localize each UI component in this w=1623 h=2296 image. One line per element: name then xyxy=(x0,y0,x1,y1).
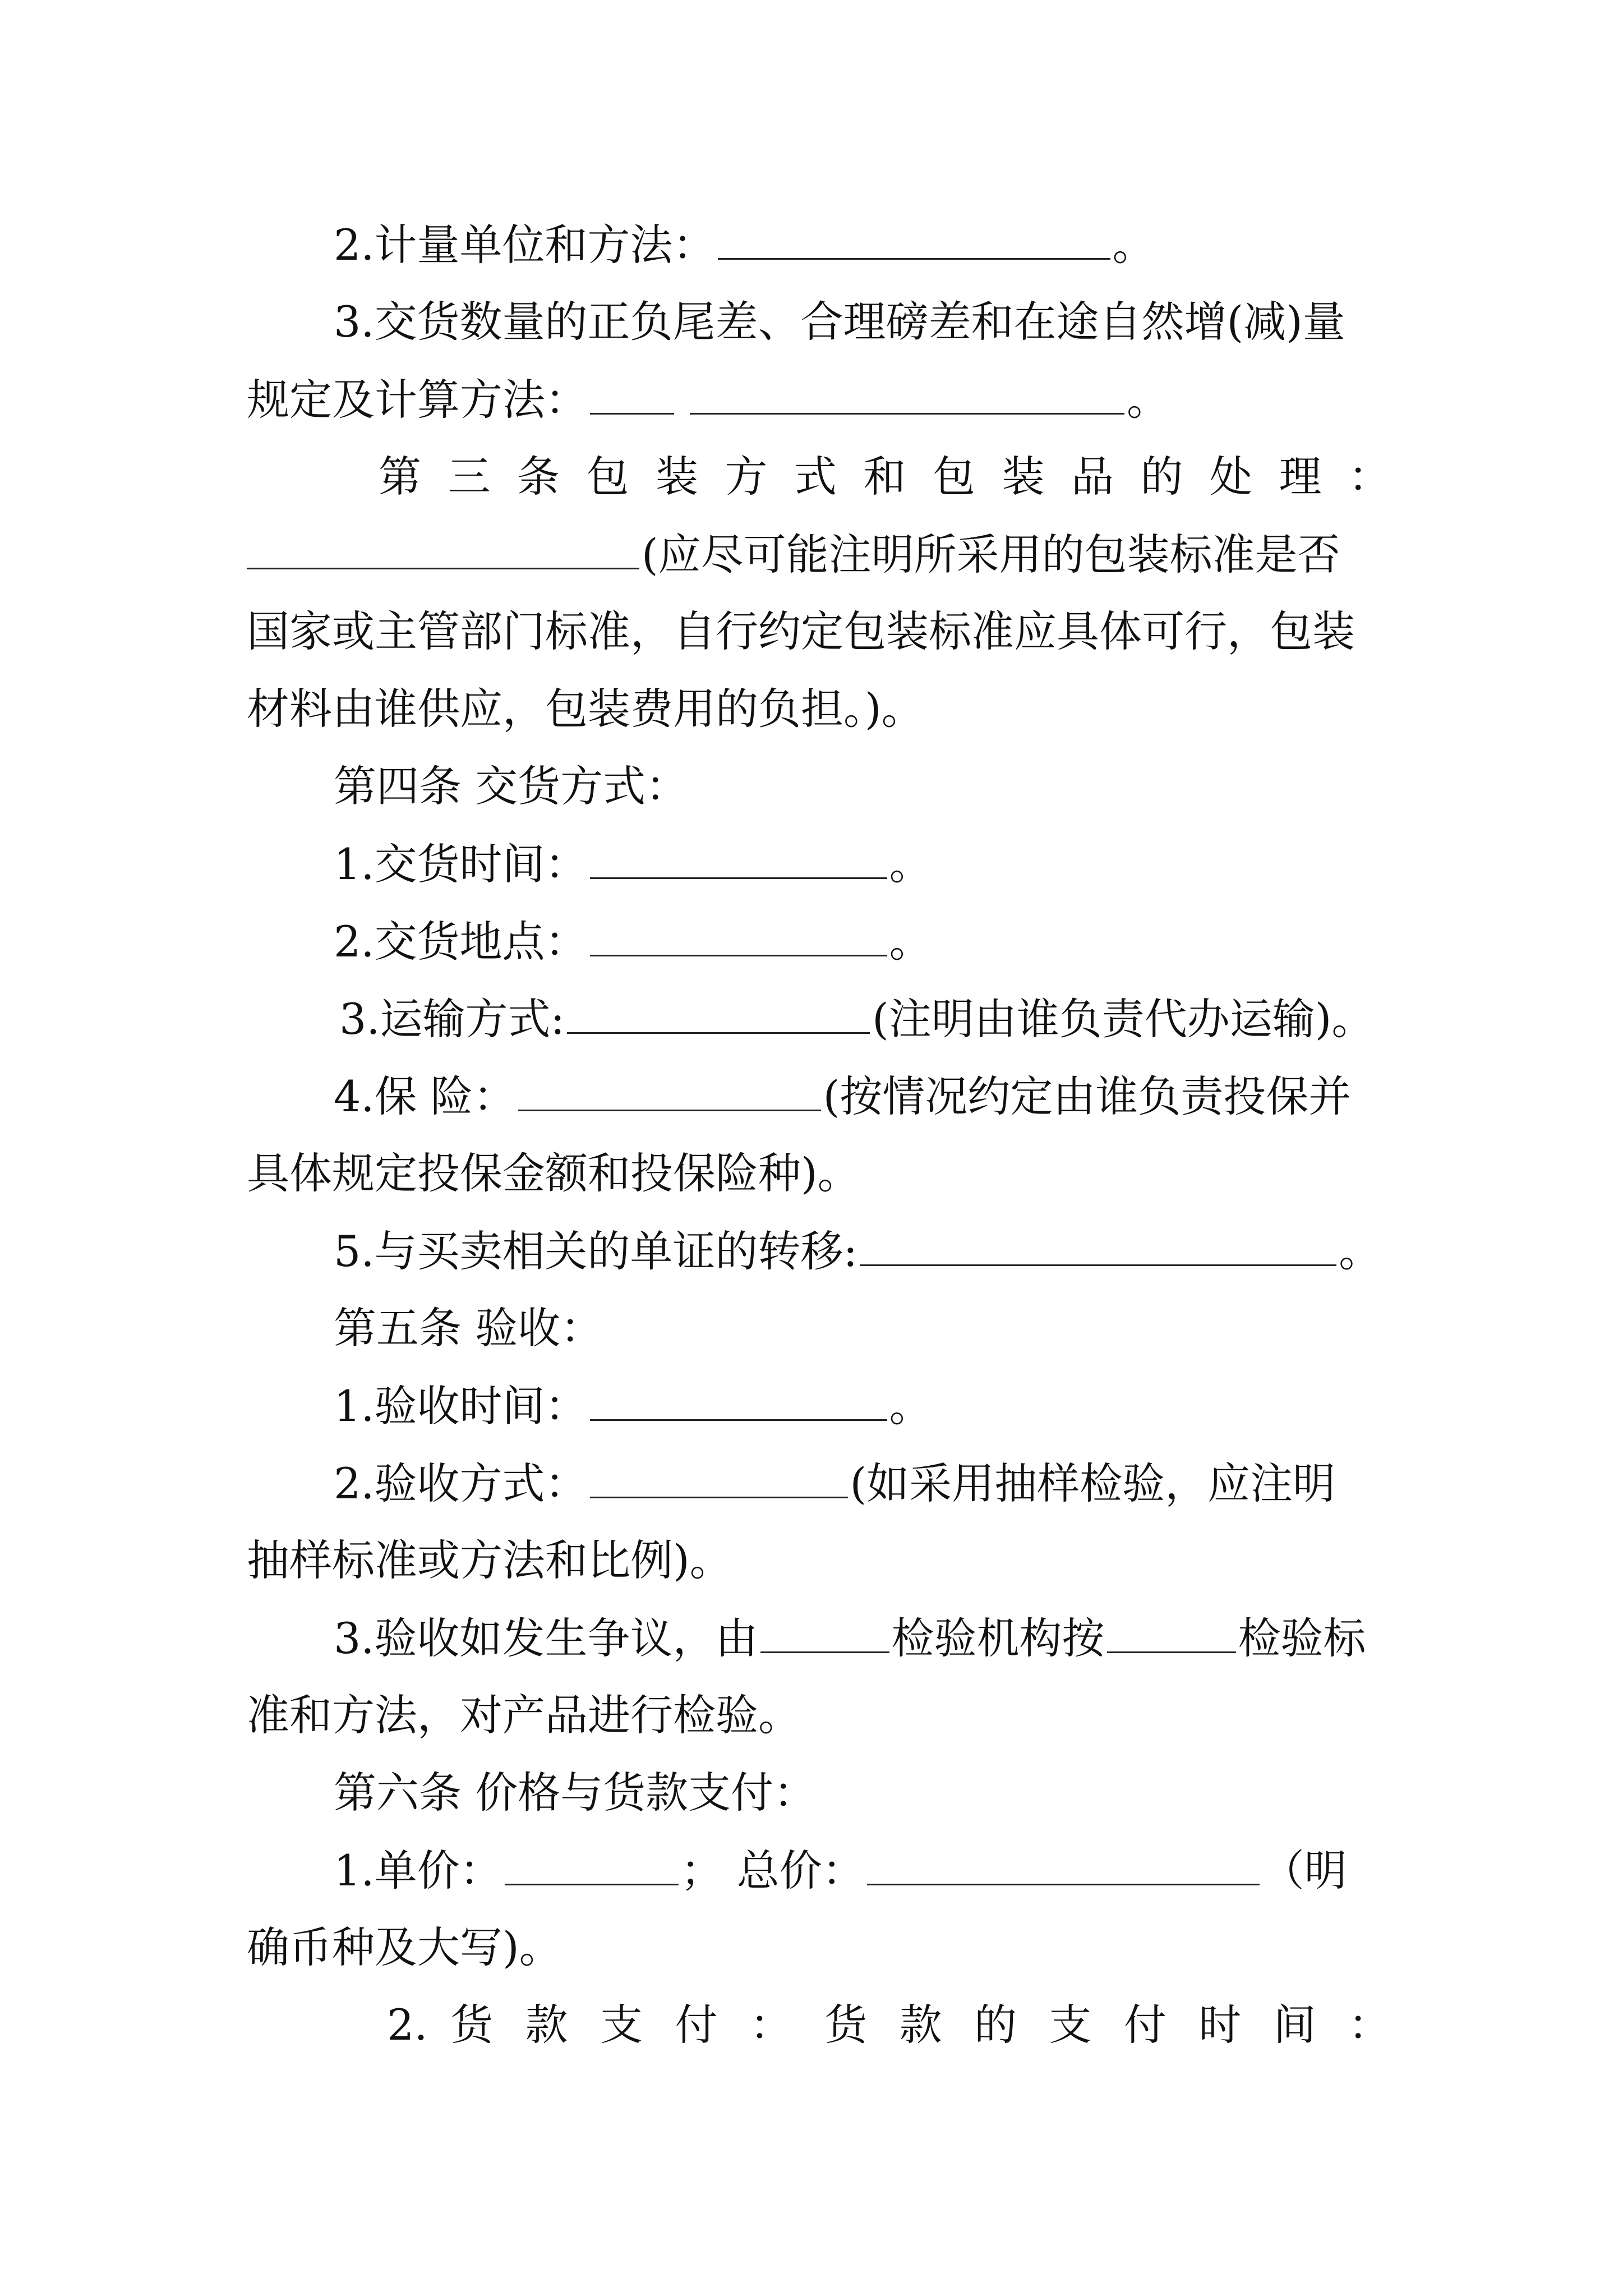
clause-4-5: 5.与买卖相关的单证的转移: 。 xyxy=(334,1217,1478,1285)
clause-6-1-cont: 确币种及大写)。 xyxy=(247,1922,562,1972)
clause-2-3: 3.交货数量的正负尾差、合理磅差和在途自然增(减)量 xyxy=(334,297,1345,347)
blank-field[interactable] xyxy=(760,1604,889,1653)
blank-field[interactable] xyxy=(860,1217,1336,1266)
article-3-body: (应尽可能注明所采用的包装标准是否 xyxy=(247,521,1391,588)
clause-2-2: 2.计量单位和方法： 。 xyxy=(334,211,1478,278)
clause-4-1: 1.交货时间： 。 xyxy=(334,830,1478,898)
article-3-heading: 第 三 条 包 装 方 式 和 包 装 品 的 处 理 ： xyxy=(379,452,1391,501)
unit-price-field[interactable] xyxy=(505,1837,679,1885)
clause-5-2: 2.验收方式： (如采用抽样检验，应注明 xyxy=(334,1450,1478,1517)
clause-4-2: 2.交货地点： 。 xyxy=(334,908,1478,975)
blank-field[interactable] xyxy=(518,1062,821,1111)
clause-5-3: 3.验收如发生争议，由 检验机构按 检验标 xyxy=(334,1604,1478,1672)
article-4-heading: 第四条 交货方式： xyxy=(334,761,689,811)
article-3-body-end: 材料由谁供应，包装费用的负担。)。 xyxy=(247,684,924,734)
clause-4-4: 4.保 险： (按情况约定由谁负责投保并 xyxy=(334,1062,1478,1130)
blank-field[interactable] xyxy=(718,211,1110,260)
blank-field[interactable] xyxy=(567,985,870,1034)
clause-5-3-cont: 准和方法，对产品进行检验。 xyxy=(247,1690,801,1740)
blank-field[interactable] xyxy=(1107,1604,1236,1653)
clause-2-3-cont: 规定及计算方法： 。 xyxy=(247,366,1391,433)
clause-4-3: 3.运输方式: (注明由谁负责代办运输)。 xyxy=(339,985,1495,1052)
clause-6-1: 1.单价： ； 总价： （明 xyxy=(334,1837,1478,1904)
clause-5-1: 1.验收时间： 。 xyxy=(334,1372,1478,1439)
blank-field[interactable] xyxy=(590,366,674,415)
blank-field[interactable] xyxy=(590,908,887,956)
clause-5-2-cont: 抽样标准或方法和比例)。 xyxy=(247,1535,732,1585)
clause-4-4-cont: 具体规定投保金额和投保险种)。 xyxy=(247,1148,860,1198)
clause-6-2: 2. 货 款 支 付 ： 货 款 的 支 付 时 间 ： xyxy=(387,2000,1391,2050)
blank-field[interactable] xyxy=(247,521,639,569)
blank-field[interactable] xyxy=(690,366,1124,415)
blank-field[interactable] xyxy=(590,1450,848,1498)
blank-field[interactable] xyxy=(590,1372,887,1421)
blank-field[interactable] xyxy=(590,830,887,879)
article-5-heading: 第五条 验收： xyxy=(334,1303,603,1353)
article-3-body-cont: 国家或主管部门标准，自行约定包装标准应具体可行，包装 xyxy=(247,606,1355,656)
total-price-field[interactable] xyxy=(867,1837,1260,1885)
article-6-heading: 第六条 价格与货款支付： xyxy=(334,1768,817,1818)
